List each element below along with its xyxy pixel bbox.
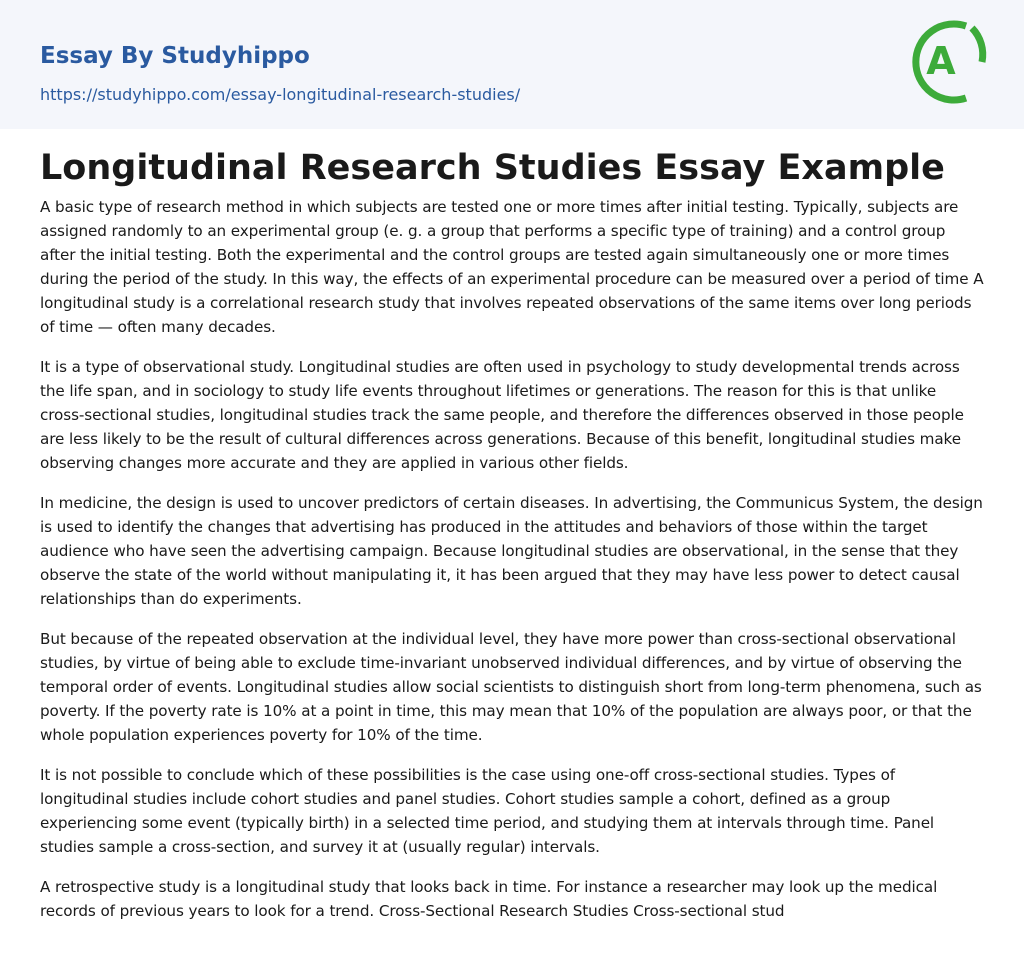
article-paragraph: It is a type of observational study. Longitudinal studies are often used in psychology to study developmental trends across the life span, and in sociology to study life events throughout lifetimes or generations. The reason for this is that unlike cross-sectional studies, longitudinal studies track the same people, and therefore the differences observed in those people are less likely to be the result of cultural differences across generations. Because of this benefit, longitudinal studies make observing changes more accurate and they are applied in various other fields. bbox=[40, 358, 964, 472]
article-paragraph: It is not possible to conclude which of these possibilities is the case using one-off cross-sectional studies. Types of longitudinal studies include cohort studies and panel studies. Cohort studies sample a cohort, defined as a group experiencing some event (typically birth) in a selected time period, and studying them at intervals through time. Panel studies sample a cross-section, and survey it at (usually regular) intervals. bbox=[40, 766, 935, 856]
article-paragraph: But because of the repeated observation at the individual level, they have more power than cross-sectional observational studies, by virtue of being able to exclude time-invariant unobserved individual differences, and by virtue of observing the temporal order of events. Longitudinal studies allow social scientists to distinguish short from long-term phenomena, such as poverty. If the poverty rate is 10% at a point in time, this may mean that 10% of the population are always poor, or that the whole population experiences poverty for 10% of the time. bbox=[40, 630, 982, 744]
site-title[interactable]: Essay By Studyhippo bbox=[40, 43, 310, 69]
article-url-link[interactable]: https://studyhippo.com/essay-longitudinal-research-studies/ bbox=[40, 85, 521, 104]
site-header bbox=[0, 0, 1024, 129]
article-body bbox=[40, 195, 984, 939]
article-paragraph: In medicine, the design is used to uncover predictors of certain diseases. In advertising, the Communicus System, the design is used to identify the changes that advertising has produced in the attitudes and behaviors of those within the target audience who have seen the advertising campaign. Because longitudinal studies are observational, in the sense that they observe the state of the world without manipulating it, it has been argued that they may have less power to detect causal relationships than do experiments. bbox=[40, 494, 983, 608]
article-paragraph: A retrospective study is a longitudinal study that looks back in time. For instance a researcher may look up the medical records of previous years to look for a trend. Cross-Sectional Research Studies Cross-sectional stud bbox=[40, 878, 938, 920]
article-paragraph: A basic type of research method in which subjects are tested one or more times after initial testing. Typically, subjects are assigned randomly to an experimental group (e. g. a group that performs a specific type of training) and a control group after the initial testing. Both the experimental and the control groups are tested again simultaneously one or more times during the period of the study. In this way, the effects of an experimental procedure can be measured over a period of time A longitudinal study is a correlational research study that involves repeated observations of the same items over long periods of time — often many decades. bbox=[40, 198, 984, 336]
page-title: Longitudinal Research Studies Essay Example bbox=[40, 148, 945, 188]
studyhippo-logo-icon[interactable] bbox=[910, 18, 990, 108]
logo-letter: A bbox=[926, 39, 956, 83]
